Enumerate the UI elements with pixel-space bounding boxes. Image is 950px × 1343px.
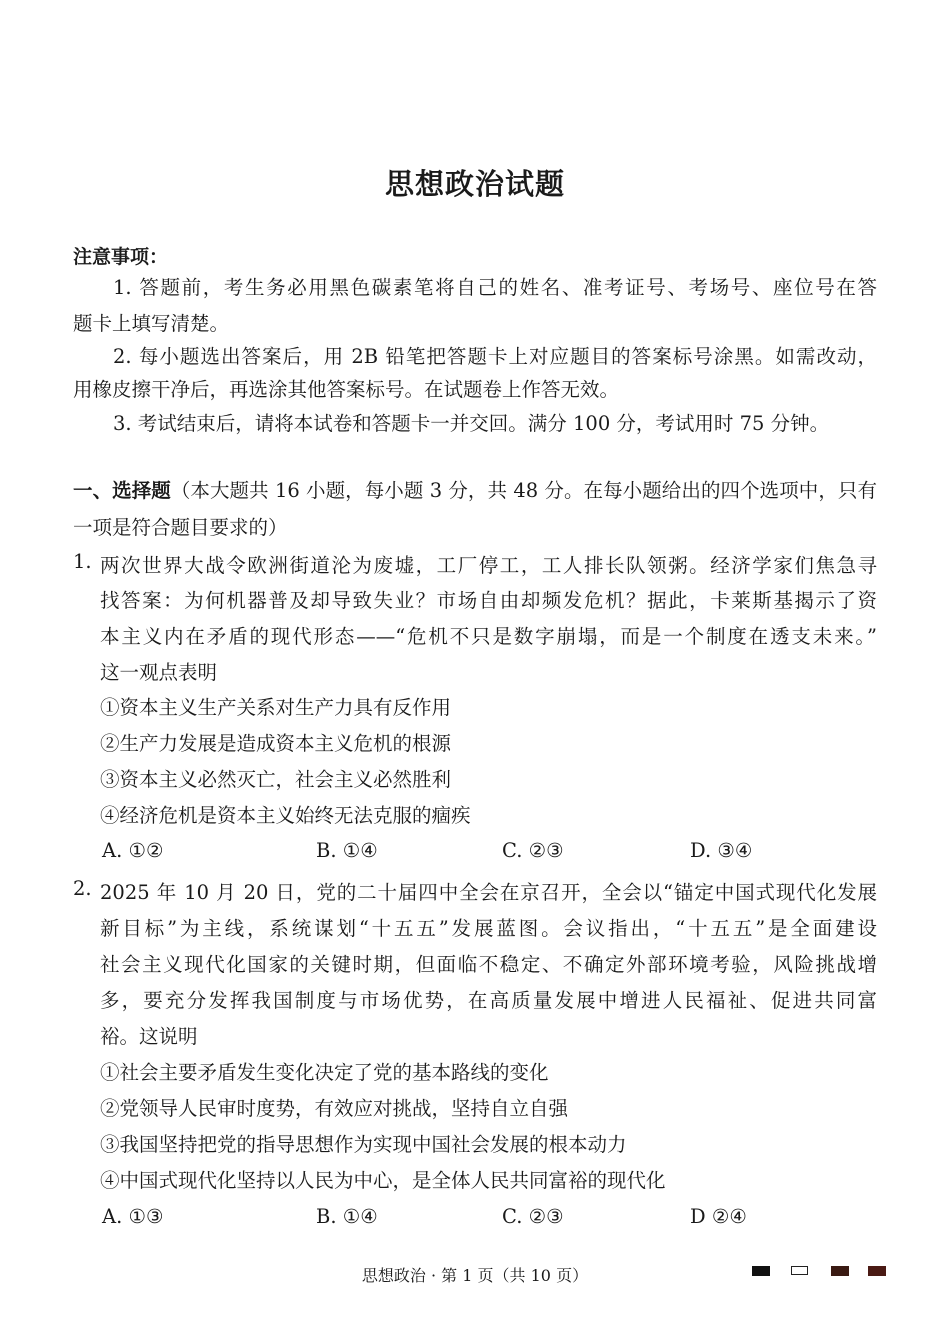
- section-description: （本大题共 16 小题，每小题 3 分，共 48 分。在每小题给出的四个选项中，只有: [170, 479, 877, 502]
- page-footer: 思想政治 · 第 1 页（共 10 页）: [361, 1266, 589, 1285]
- notice-line-1: 1. 答题前，考生务必用黑色碳素笔将自己的姓名、准考证号、考场号、座位号在答: [113, 276, 877, 299]
- answer-choice-d: D. ③④: [690, 839, 753, 862]
- question-option: ①资本主义生产关系对生产力具有反作用: [100, 696, 452, 719]
- question-stem-line: 两次世界大战令欧洲街道沦为废墟，工厂停工，工人排长队领粥。经济学家们焦急寻: [100, 554, 877, 577]
- question-stem-line: 新目标”为主线，系统谋划“十五五”发展蓝图。会议指出，“十五五”是全面建设: [100, 917, 877, 940]
- question-option: ②生产力发展是造成资本主义危机的根源: [100, 732, 452, 755]
- question-option: ③我国坚持把党的指导思想作为实现中国社会发展的根本动力: [100, 1133, 627, 1156]
- question-stem-line: 社会主义现代化国家的关键时期，但面临不稳定、不确定外部环境考验，风险挑战增: [100, 953, 877, 976]
- section-heading: 一、选择题: [73, 479, 171, 502]
- question-option: ④经济危机是资本主义始终无法克服的痼疾: [100, 804, 471, 827]
- registration-mark: [791, 1266, 808, 1275]
- answer-choice-c: C. ②③: [502, 1205, 564, 1228]
- question-stem-line: 2025 年 10 月 20 日，党的二十届四中全会在京召开，全会以“锚定中国式现代化发展: [100, 881, 877, 904]
- question-stem-line: 本主义内在矛盾的现代形态——“危机不只是数字崩塌，而是一个制度在透支未来。”: [100, 625, 877, 648]
- question-option: ④中国式现代化坚持以人民为中心，是全体人民共同富裕的现代化: [100, 1169, 666, 1192]
- notice-line-2: 题卡上填写清楚。: [73, 312, 230, 335]
- answer-choice-b: B. ①④: [316, 839, 378, 862]
- answer-choice-c: C. ②③: [502, 839, 564, 862]
- answer-choice-d: D ②④: [690, 1205, 747, 1228]
- question-option: ①社会主要矛盾发生变化决定了党的基本路线的变化: [100, 1061, 549, 1084]
- question-option: ②党领导人民审时度势，有效应对挑战，坚持自立自强: [100, 1097, 569, 1120]
- registration-mark: [752, 1266, 770, 1276]
- notice-line-3: 2. 每小题选出答案后，用 2B 铅笔把答题卡上对应题目的答案标号涂黑。如需改动，: [113, 345, 877, 368]
- answer-choice-b: B. ①④: [316, 1205, 378, 1228]
- registration-mark: [831, 1266, 849, 1276]
- question-stem-line: 找答案：为何机器普及却导致失业？市场自由却频发危机？据此，卡莱斯基揭示了资: [100, 589, 877, 612]
- question-option: ③资本主义必然灭亡，社会主义必然胜利: [100, 768, 452, 791]
- question-number: 1.: [73, 550, 92, 573]
- page-title: 思想政治试题: [384, 167, 565, 201]
- question-number: 2.: [73, 877, 92, 900]
- section-description-cont: 一项是符合题目要求的）: [73, 516, 288, 539]
- notice-line-5: 3. 考试结束后，请将本试卷和答题卡一并交回。满分 100 分，考试用时 75 分钟。: [113, 412, 830, 435]
- question-stem-line: 多，要充分发挥我国制度与市场优势，在高质量发展中增进人民福祉、促进共同富: [100, 989, 877, 1012]
- answer-choice-a: A. ①②: [102, 839, 164, 862]
- section-heading-line: [73, 475, 877, 503]
- registration-mark: [868, 1266, 886, 1276]
- notice-heading: 注意事项：: [73, 246, 169, 268]
- question-stem-line: 裕。这说明: [100, 1025, 198, 1048]
- question-stem-line: 这一观点表明: [100, 661, 218, 684]
- answer-choice-a: A. ①③: [102, 1205, 164, 1228]
- notice-line-4: 用橡皮擦干净后，再选涂其他答案标号。在试题卷上作答无效。: [73, 378, 620, 401]
